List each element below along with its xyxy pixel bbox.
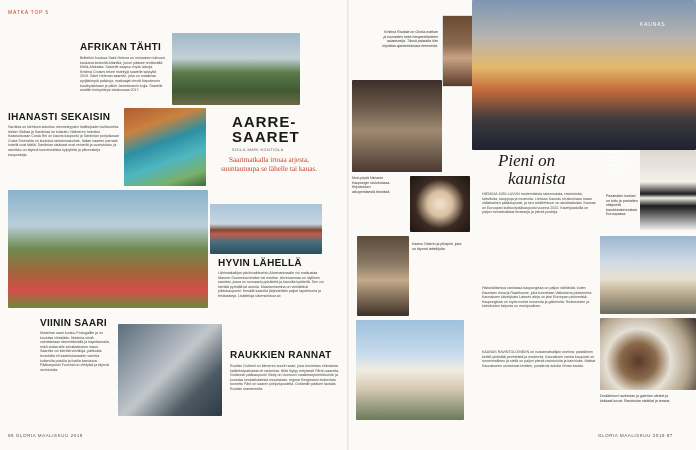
section-title-hyvin: HYVIN LÄHELLÄ — [218, 258, 302, 269]
section-title-ihanasti: IHANASTI SEKAISIN — [8, 112, 111, 123]
center-title-line2: SAARET — [232, 129, 300, 146]
right-folio: GLORIA MAALISKUU 2019 87 — [598, 433, 673, 438]
cafe-photo — [600, 318, 696, 390]
caption-gallery: Kasino Galerin ja pihapiiri, joka on täynnä taiteilijoita. — [412, 242, 462, 251]
page-header: KAUNAS — [640, 22, 666, 28]
section-body-viinin: Madeiran saari kuuluu Portugalille ja on kuuluisa viinistään. Madeira-viiniä valmistetaan lämmittämällä ja hapettamalla, mikä antaa sille ainutlaatuisen maun. Saarella voi kiertää viinitiloja, patikoida levadoilla eli kastelukanavien varrella kulkevilla poluilla ja ihailla kasvistoa. Pääkaupunki Funchal on viihtyisä ja täynnä ravintoloita. — [40, 331, 110, 372]
section-title-viinin: VIININ SAARI — [40, 318, 107, 329]
section-label: MATKA TOP 5 — [8, 10, 49, 16]
saint-helena-photo — [172, 33, 300, 105]
caption-restaurant: Mori-pöytä Nimanin Kaupungin ravintolassa. Kirjoituksen alkuperäisestä tekstistä. — [352, 176, 391, 194]
section-body-hyvin: Lähimatkailijan ykkösvaihtoehto Ahvenanmaalle voi matkustaa Manner-Suomesta lentäen tai meritse. Ahvenanmaa on idyllinen saaristo, jossa on runsaasti pyöräteitä ja kauniita kyläteitä. Sen voi kiertää pyörällä tai autolla. Maarianhamina on viehättävä pikkukaupunki. Kesällä saarella järjestetään paljon tapahtumia ja festivaaleja. Lisätietoja silversinktour.ax — [218, 271, 324, 298]
building-photo — [356, 320, 464, 420]
kaunas-title-line2: kaunista — [508, 169, 566, 188]
page-gutter — [347, 0, 349, 450]
fashion-photo — [640, 150, 696, 230]
madeira-photo — [8, 190, 208, 308]
sardinia-photo — [124, 108, 206, 186]
section-body-afrikan: Britteihin kuuluva Saint Helena on muinainen tulivuori, kaukana keskellä Atlanttia, jonne pääsee lentämällä Etelä-Afrikasta. Saarelle saapuu myös laivoja. Kristina Cruises tekee risteilyjä saarelle syksyllä 2019. Saint Helenan saarelle, joka on maailman syrjäisimpiä paikkoja, matkaajat vievät Napoleonin kuolinpaikkaan ja pitkin Jamestownin kujia. Saarelle avattiin lentoyhteys lokakuussa 2017. — [80, 56, 166, 92]
section-title-raukkien: RAUKKIEN RANNAT — [230, 350, 332, 361]
caption-skyline: Kaunas Pilkausdistrikt historiallinen valmistettu. Kuvat vanha ja uusi Europa. — [606, 150, 635, 177]
caption-author: Kristina Rautala on Gloria-matkan ja lounaiden sekä hengentilanteen asiantuntija. Tässä palstalla hän kirjoittaa ajankohtaisista teemoista. — [382, 30, 438, 48]
kaunas-title-line1: Pieni on — [498, 151, 556, 170]
center-title-line1: AARRE- — [232, 114, 297, 131]
gallery-photo — [357, 236, 409, 316]
section-body-ihanasti: Sardinia on kiehtova sekoitus menneisyyden hallitsijoiden kulttuureita. Italian Sisiliaa ja Sardiniaa on kutsuttu Välimeren helmiksi. Kaakkoisosan Costa Rei on kaunis kaupunki ja Sardinian pohjoisosan Costa Smeralda on kuuluisa rantalomakohde. Italian saarten parhaat hotellit ovat täällä. Sardinian sisäosat ovat vehreitä ja vuoristoisia, ja rannikko on täynnä tunnelmallisia kylpylöitä ja pittoreskeja kaupunkeja. — [8, 125, 120, 157]
gotland-photo — [118, 324, 222, 416]
subtitle: Saarimatkalla irtoaa arjesta, suuntautuupa se lähelle tai kauas. — [220, 156, 317, 173]
section-body-raukkien: Ruotsin Gotlanti on Itämeren suurin saari, joka tunnetaan erikoisista kalkkikivipatsaista eli raukeista. Niitä löytyy erityisesti Fårön saarelta. Gotlannin pääkaupunki Visby on Unescon maailmanperintökohde ja kuuluisa keskiaikaisesta muuristaan. Ingmar Bergmanin elokuvista tunnettu Fårö on saaren pohjoispuolella. Gotlantiin pääsee lautalla Ruotsin mantereelta. — [230, 364, 340, 391]
section-title-afrikan: AFRIKAN TÄHTI — [80, 42, 162, 53]
kaunas-body-1: HIENOJA 1930-LUVUN modernistisia rakennuksia, ravintoloita, kahviloita, kauppoja ja museoita. Liettuan Kaunas oli aikoinaan maan väliaikainen pääkaupunki, ja sen arkkitehtuuri on ainutlaatuista. Kaunas on Euroopan kulttuuripääkaupunki vuonna 2022. Kävelykaduilla on paljon tunnelmallisia terasseja ja pieniä puoteja. — [482, 192, 596, 215]
restaurant-interior-photo — [352, 80, 442, 172]
caption-pazaislis: Pazaislisin luostari on tuttu ja parhaiten säilyneitä barokkirakennuksia Euroopassa. — [606, 194, 638, 216]
caption-cafe: Drukkinkovi ravintolan ja galerian väriset ja kirkkaat kuvat. Ravintolan sisätilat ja terassi. — [600, 394, 671, 403]
kaunas-body-3: KAUNAS RAVINTOLOINEEN on ruokamatkailijan unelma: paikallinen keittiö yhdistää perinteistä ja modernia. Kaunaksen vanha kaupunki on tunnelmallinen ja siellä on paljon pieniä ravintoloita ja kahviloita. Matkat Kaunakseen onnistuvat lentäen, junalla tai autolla Vilnan kautta. — [482, 350, 596, 368]
left-folio: 86 GLORIA MAALISKUU 2019 — [8, 433, 83, 438]
dish-photo — [410, 176, 470, 232]
aland-photo — [210, 204, 322, 254]
byline: SOILA-MARI KONTIOLA — [232, 148, 284, 152]
kaunas-body-2: Historiallisessa vanhassa kaupungissa on paljon nähtävää, kuten Kaunasin linna ja Raatihuone, joka tunnetaan Valkoisena joutsenena. Kaunaksen kävelykatu Laisvės alėja on yksi Euroopan pisimmistä. Kaupungissa on myös monia museoita ja gallerioita. Restoranien ja kahviloiden tarjonta on monipuolinen. — [482, 286, 593, 309]
church-photo — [600, 236, 696, 314]
